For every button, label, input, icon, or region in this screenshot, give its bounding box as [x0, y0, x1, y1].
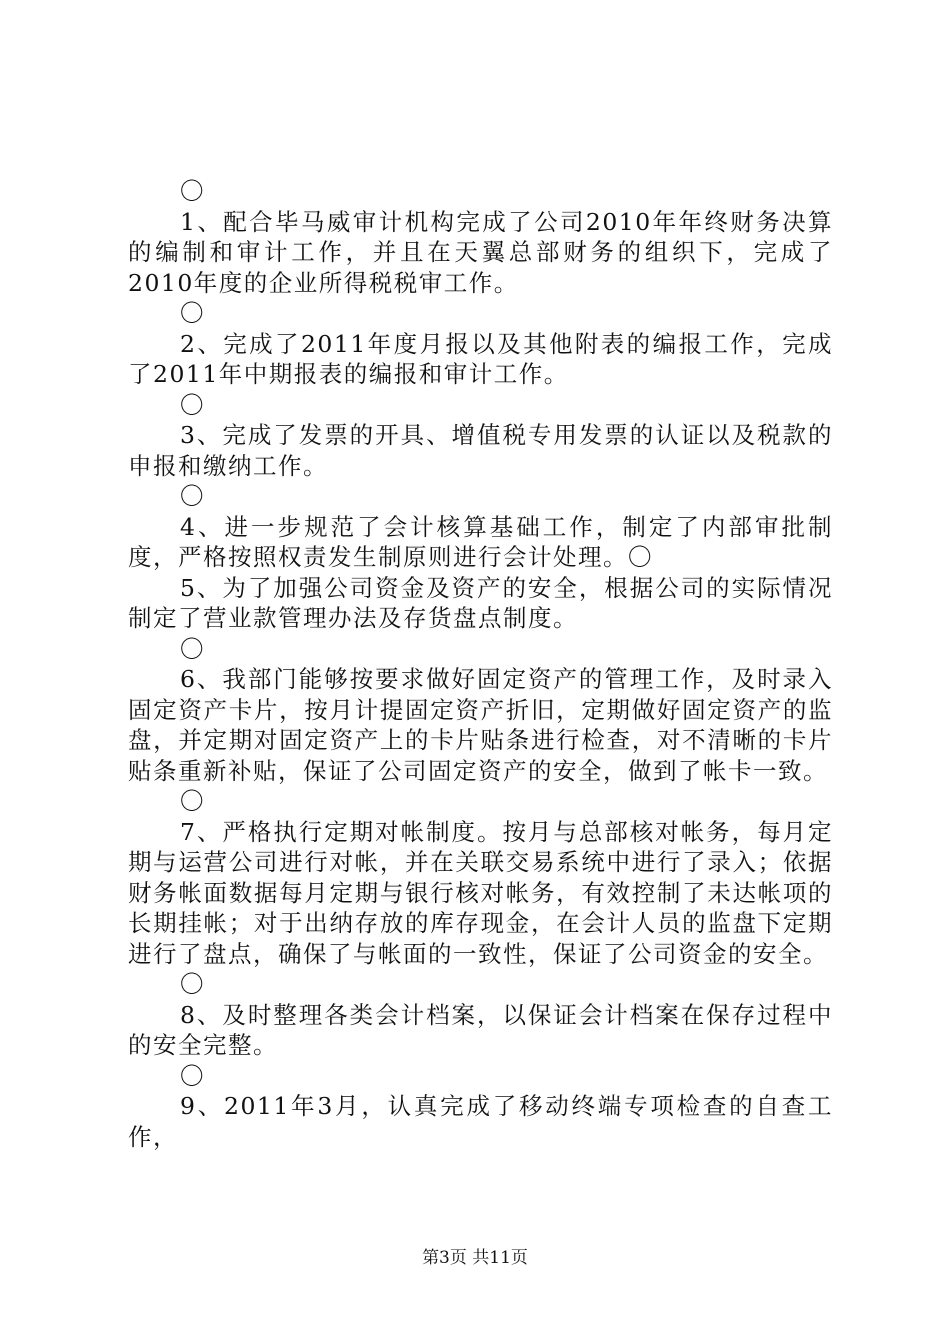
list-item: 2、完成了2011年度月报以及其他附表的编报工作，完成了2011年中期报表的编报和审计工作。: [128, 329, 833, 388]
section-marker: 〇: [180, 177, 204, 205]
document-body: [128, 176, 833, 1152]
section-marker: 〇: [180, 299, 204, 327]
list-item: 8、及时整理各类会计档案，以保证会计档案在保存过程中的安全完整。: [128, 1000, 833, 1059]
section-marker: 〇: [180, 970, 204, 998]
list-item: 5、为了加强公司资金及资产的安全，根据公司的实际情况制定了营业款管理办法及存货盘点制度。: [128, 573, 833, 632]
list-item: 7、严格执行定期对帐制度。按月与总部核对帐务，每月定期与运营公司进行对帐，并在关联交易系统中进行了录入；依据财务帐面数据每月定期与银行核对帐务，有效控制了未达帐项的长期挂帐；对于出纳存放的库存现金，在会计人员的监盘下定期进行了盘点，确保了与帐面的一致性，保证了公司资金的安全。: [128, 817, 833, 968]
list-item: 9、2011年3月，认真完成了移动终端专项检查的自查工作，: [128, 1092, 833, 1151]
section-marker: 〇: [180, 1061, 204, 1090]
list-item: 6、我部门能够按要求做好固定资产的管理工作，及时录入固定资产卡片，按月计提固定资产折旧，定期做好固定资产的监盘，并定期对固定资产上的卡片贴条进行检查，对不清晰的卡片贴条重新补贴，保证了公司固定资产的安全，做到了帐卡一致。: [128, 665, 833, 785]
section-marker: 〇: [180, 787, 204, 815]
section-marker: 〇: [180, 390, 204, 419]
list-item: 1、配合毕马威审计机构完成了公司2010年年终财务决算的编制和审计工作，并且在天翼总部财务的组织下，完成了2010年度的企业所得税税审工作。: [128, 207, 833, 297]
page-number-footer: 第3页 共11页: [422, 1248, 528, 1268]
section-marker: 〇: [180, 482, 204, 510]
list-item: 3、完成了发票的开具、增值税专用发票的认证以及税款的申报和缴纳工作。: [128, 421, 833, 480]
section-marker: 〇: [180, 634, 204, 663]
list-item: 4、进一步规范了会计核算基础工作，制定了内部审批制度，严格按照权责发生制原则进行会计处理。〇: [128, 512, 833, 571]
